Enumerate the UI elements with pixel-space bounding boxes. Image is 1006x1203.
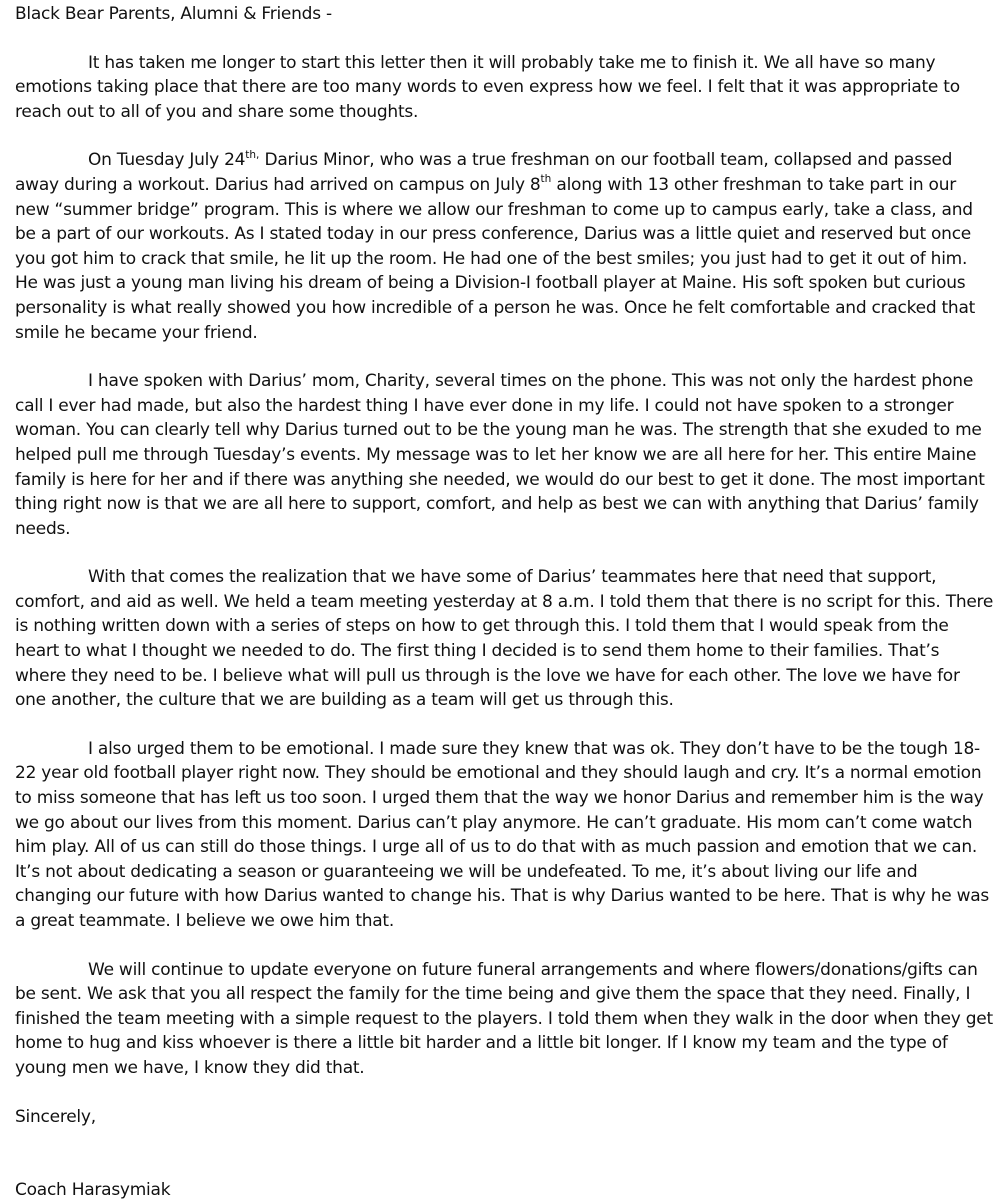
paragraph-3: I have spoken with Darius’ mom, Charity, several times on the phone. This was not only the hardest phone call I ever had made, but also the hardest thing I have ever done in my life. I could not have spoken to a stronger woman. You can clearly tell why Darius turned out to be the young man he was. The strength that she exuded to me helped pull me through Tuesday’s events. My message was to let her know we are all here for her. This entire Maine family is here for her and if there was anything she needed, we would do our best to get it done. The most important thing right now is that we are all here to support, comfort, and help as best we can with anything that Darius’ family needs. [15,371,985,539]
signature: Coach Harasymiak [15,1180,171,1201]
paragraph-6: We will continue to update everyone on future funeral arrangements and where flowers/donations/gifts can be sent. We ask that you all respect the family for the time being and give them the space that they need. Finally, I finished the team meeting with a simple request to the players. I told them when they walk in the door when they get home to hug and kiss whoever is there a little bit harder and a little bit longer. If I know my team and the type of young men we have, I know they did that. [15,959,993,1078]
superscript-th-1: th, [245,148,260,161]
paragraph-1: It has taken me longer to start this letter then it will probably take me to finish it. We all have so many emotions taking place that there are too many words to even express how we feel. I felt that it was appropriate to reach out to all of you and share some thoughts. [15,52,960,122]
paragraph-5: I also urged them to be emotional. I made sure they knew that was ok. They don’t have to be the tough 18-22 year old football player right now. They should be emotional and they should laugh and cry. It’s a normal emotion to miss someone that has left us too soon. I urged them that the way we honor Darius and remember him is the way we go about our lives from this moment. Darius can’t play anymore. He can’t graduate. His mom can’t come watch him play. All of us can still do those things. I urge all of us to do that with as much passion and emotion that we can. It’s not about dedicating a season or guaranteeing we will be undefeated. To me, it’s about living our life and changing our future with how Darius wanted to change his. That is why Darius wanted to be here. That is why he was a great teammate. I believe we owe him that. [15,738,990,931]
paragraph-2-text-1: On Tuesday July 24 [88,150,246,171]
closing: Sincerely, [15,1106,96,1127]
letter [15,2,995,1203]
paragraph-2-text-2: Darius Minor, who was a true freshman on our football team, collapsed and passed away during a workout. Darius had arrived on campus on July 8 [15,150,953,195]
superscript-th-2: th [540,173,552,186]
paragraph-2-text-3: along with 13 other freshman to take part in our new “summer bridge” program. This is where we allow our freshman to come up to campus early, take a class, and be a part of our workouts. As I stated today in our press conference, Darius was a little quiet and reserved but once you got him to crack that smile, he lit up the room. He had one of the best smiles; you just had to get it out of him. He was just a young man living his dream of being a Division-I football player at Maine. His soft spoken but curious personality is what really showed you how incredible of a person he was. Once he felt comfortable and cracked that smile he became your friend. [15,174,976,343]
paragraph-2 [15,148,995,345]
paragraph-4: With that comes the realization that we have some of Darius’ teammates here that need that support, comfort, and aid as well. We held a team meeting yesterday at 8 a.m. I told them that there is no script for this. There is nothing written down with a series of steps on how to get through this. I told them that I would speak from the heart to what I thought we needed to do. The first thing I decided is to send them home to their families. That’s where they need to be. I believe what will pull us through is the love we have for each other. The love we have for one another, the culture that we are building as a team will get us through this. [15,567,994,711]
salutation: Black Bear Parents, Alumni & Friends - [15,4,332,24]
